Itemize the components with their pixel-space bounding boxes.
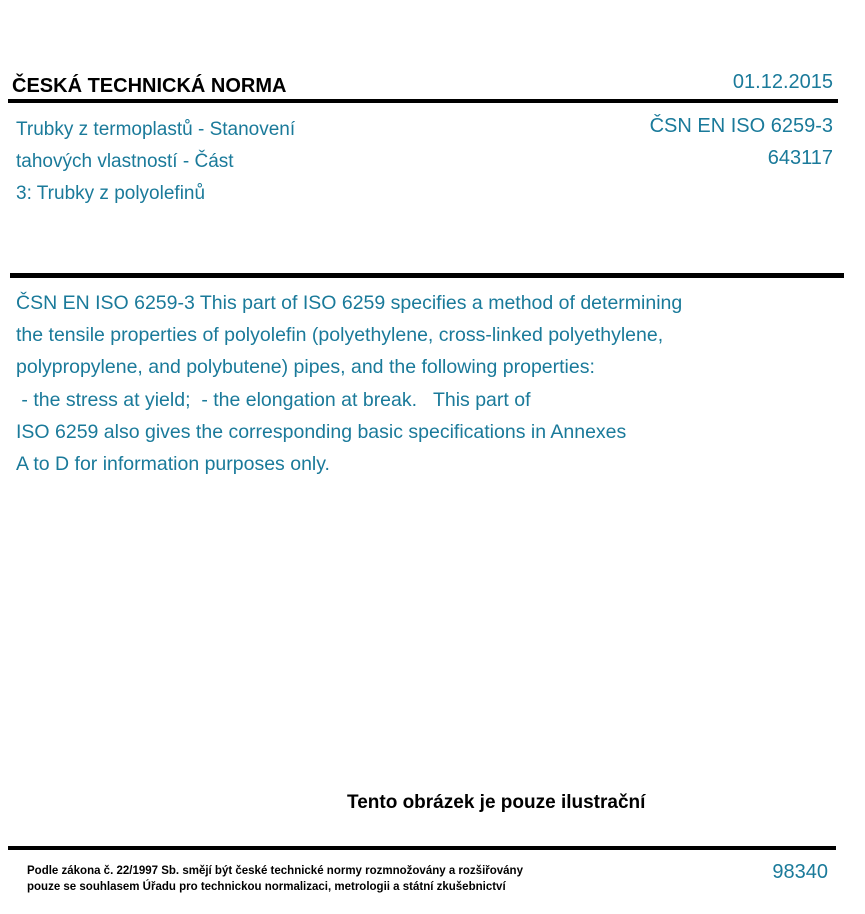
middle-divider <box>10 273 844 278</box>
legal-line: pouze se souhlasem Úřadu pro technickou normalizaci, metrologii a státní zkušebnictví <box>27 881 506 893</box>
legal-line: Podle zákona č. 22/1997 Sb. smějí být české technické normy rozmnožovány a rozšiřovány <box>27 865 523 877</box>
abstract-line: ISO 6259 also gives the corresponding basic specifications in Annexes <box>16 420 627 443</box>
abstract-line: polypropylene, and polybutene) pipes, and the following properties: <box>16 356 595 379</box>
illustration-note: Tento obrázek je pouze ilustrační <box>347 792 646 813</box>
abstract-line: ČSN EN ISO 6259-3 This part of ISO 6259 specifies a method of determining <box>16 292 683 314</box>
abstract-line: the tensile properties of polyolefin (polyethylene, cross-linked polyethylene, <box>16 324 664 347</box>
document-type-title: ČESKÁ TECHNICKÁ NORMA <box>12 75 287 97</box>
standard-title-line: 3: Trubky z polyolefinů <box>16 183 206 204</box>
standard-title-line: Trubky z termoplastů - Stanovení <box>16 119 296 140</box>
standard-title <box>16 114 436 210</box>
top-divider <box>8 99 838 103</box>
abstract-line: - the stress at yield; - the elongation at break. This part of <box>16 388 531 411</box>
catalog-number: 643117 <box>767 147 833 169</box>
bottom-divider <box>8 846 836 850</box>
standard-title-line: tahových vlastností - Část <box>16 151 234 172</box>
legal-notice <box>27 863 627 895</box>
page-number: 98340 <box>772 861 828 883</box>
abstract-line: A to D for information purposes only. <box>16 453 330 476</box>
publication-date: 01.12.2015 <box>732 71 833 93</box>
standard-code: ČSN EN ISO 6259-3 <box>649 115 833 137</box>
abstract-text <box>16 287 796 480</box>
